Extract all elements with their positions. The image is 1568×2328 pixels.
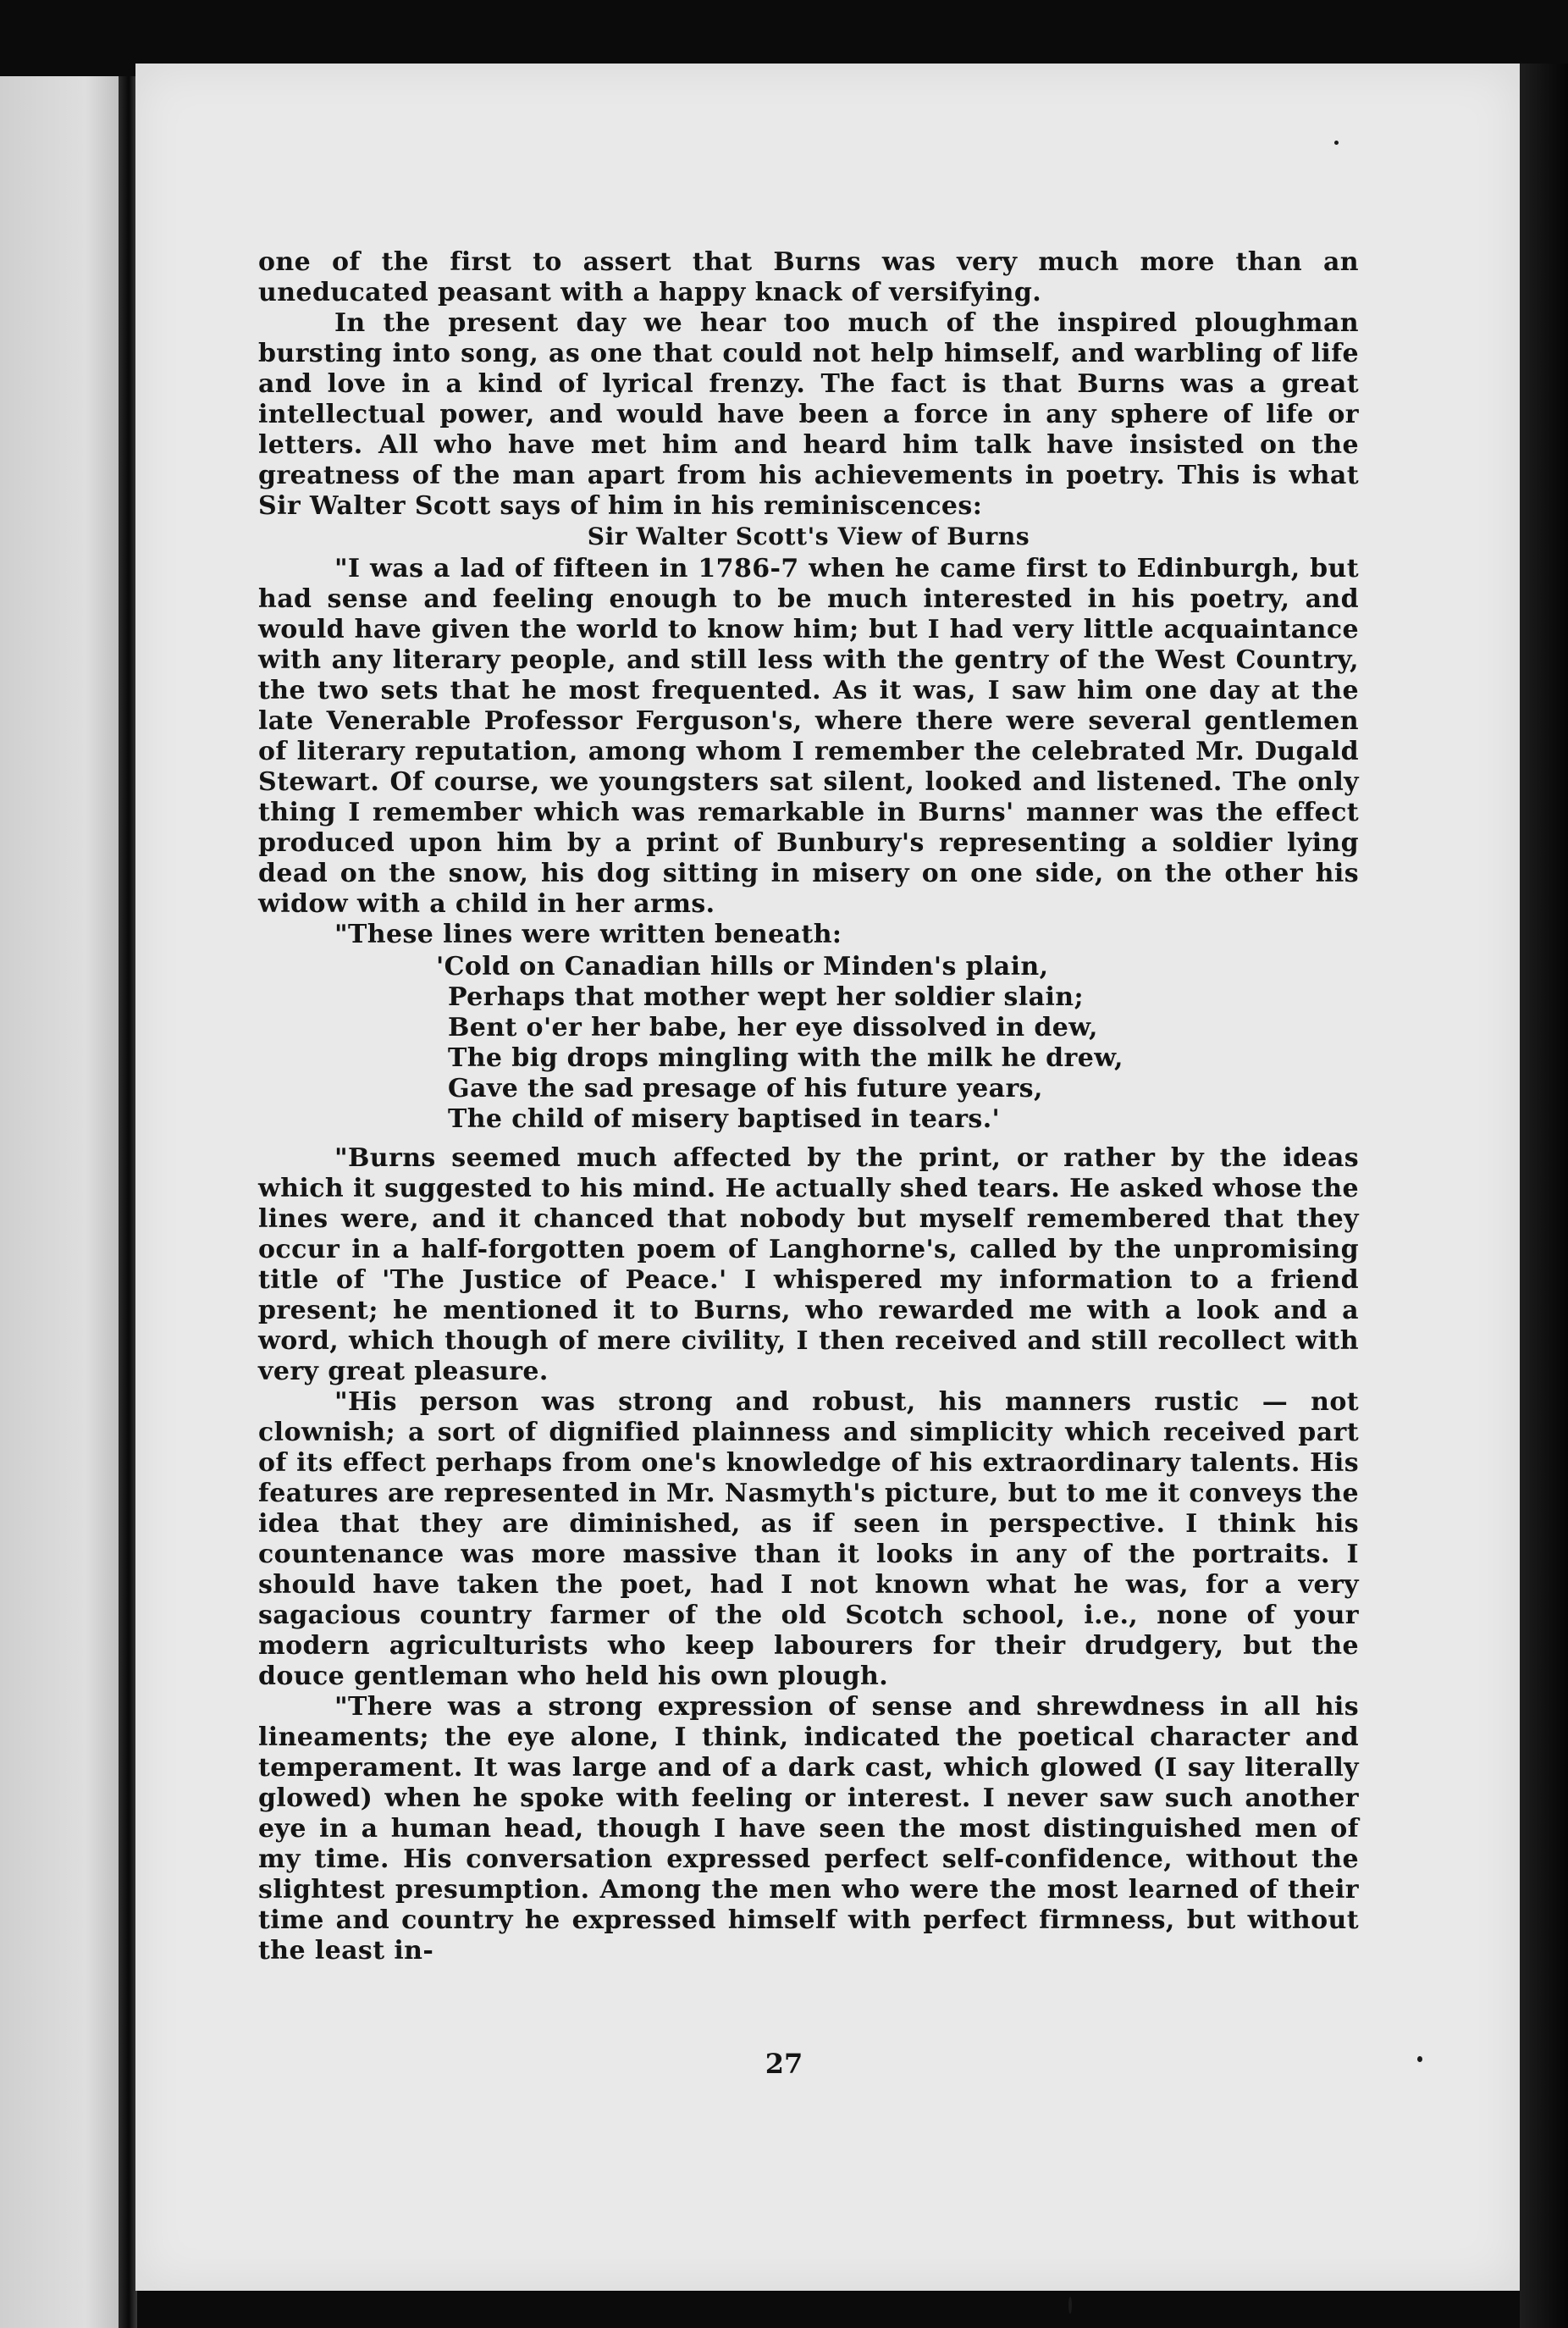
poem-line: The big drops mingling with the milk he drew, <box>448 1043 1124 1073</box>
quote-paragraph: "Burns seemed much affected by the print, or rather by the ideas which it suggested to his mind. He actually shed tears. He asked whose the lines were, and it chanced that nobody but myself remembered that they occur in a half-forgotten poem of Langhorne's, called by the unpromising title of 'The Justice of Peace.' I whispered my information to a friend present; he mentioned it to Burns, who rewarded me with a look and a word, which though of mere civility, I then received and still recollect with very great pleasure. <box>258 1143 1359 1386</box>
poem-line: 'Cold on Canadian hills or Minden's plain, <box>436 952 1049 982</box>
section-heading: Sir Walter Scott's View of Burns <box>587 523 1030 550</box>
poem-line: Perhaps that mother wept her soldier slain; <box>448 982 1084 1012</box>
poem-intro: "These lines were written beneath: <box>334 920 842 949</box>
quote-paragraph: "There was a strong expression of sense and shrewdness in all his lineaments; the eye alone, I think, indicated the poetical character and temperament. It was large and of a dark cast, which glowed (I say literally glowed) when he spoke with feeling or interest. I never saw such another eye in a human head, though I have seen the most distinguished men of my time. His conversation expressed perfect self-confidence, without the slightest presumption. Among the men who were the most learned of their time and country he expressed himself with perfect firmness, but without the least in- <box>258 1692 1359 1966</box>
poem-block <box>436 952 1359 1135</box>
previous-page-edge <box>0 76 123 2328</box>
quote-paragraph: "His person was strong and robust, his manners rustic — not clownish; a sort of dignified plainness and simplicity which received part of its effect perhaps from one's knowledge of his extraordinary talents. His features are represented in Mr. Nasmyth's picture, but to me it conveys the idea that they are diminished, as if seen in perspective. I think his countenance was more massive than it looks in any of the portraits. I should have taken the poet, had I not known what he was, for a very sagacious country farmer of the old Scotch school, i.e., none of your modern agriculturists who keep labourers for their drudgery, but the douce gentleman who held his own plough. <box>258 1387 1359 1691</box>
dust-speck <box>1068 2297 1072 2314</box>
poem-line: The child of misery baptised in tears.' <box>448 1104 1001 1134</box>
page-text-block <box>258 247 1359 1966</box>
book-spine <box>119 76 137 2328</box>
page-edge-shadow <box>1520 64 1568 2328</box>
poem-line: Bent o'er her babe, her eye dissolved in dew, <box>448 1013 1098 1042</box>
poem-line: Gave the sad presage of his future years, <box>448 1074 1043 1103</box>
page-number: 27 <box>765 2048 803 2080</box>
dust-speck <box>1334 141 1339 145</box>
quote-paragraph: "I was a lad of fifteen in 1786-7 when he came first to Edinburgh, but had sense and feeling enough to be much interested in his poetry, and would have given the world to know him; but I had very little acquaintance with any literary people, and still less with the gentry of the West Country, the two sets that he most frequented. As it was, I saw him one day at the late Venerable Professor Ferguson's, where there were several gentlemen of literary reputation, among whom I remember the celebrated Mr. Dugald Stewart. Of course, we youngsters sat silent, looked and listened. The only thing I remember which was remarkable in Burns' manner was the effect produced upon him by a print of Bunbury's representing a soldier lying dead on the snow, his dog sitting in misery on one side, on the other his widow with a child in her arms. <box>258 554 1359 919</box>
body-paragraph: In the present day we hear too much of the inspired ploughman bursting into song, as one that could not help himself, and warbling of life and love in a kind of lyrical frenzy. The fact is that Burns was a great intellectual power, and would have been a force in any sphere of life or letters. All who have met him and heard him talk have insisted on the greatness of the man apart from his achievements in poetry. This is what Sir Walter Scott says of him in his reminiscences: <box>258 308 1359 521</box>
opening-paragraph: one of the first to assert that Burns was very much more than an uneducated peasant with a happy knack of versifying. <box>258 247 1359 307</box>
